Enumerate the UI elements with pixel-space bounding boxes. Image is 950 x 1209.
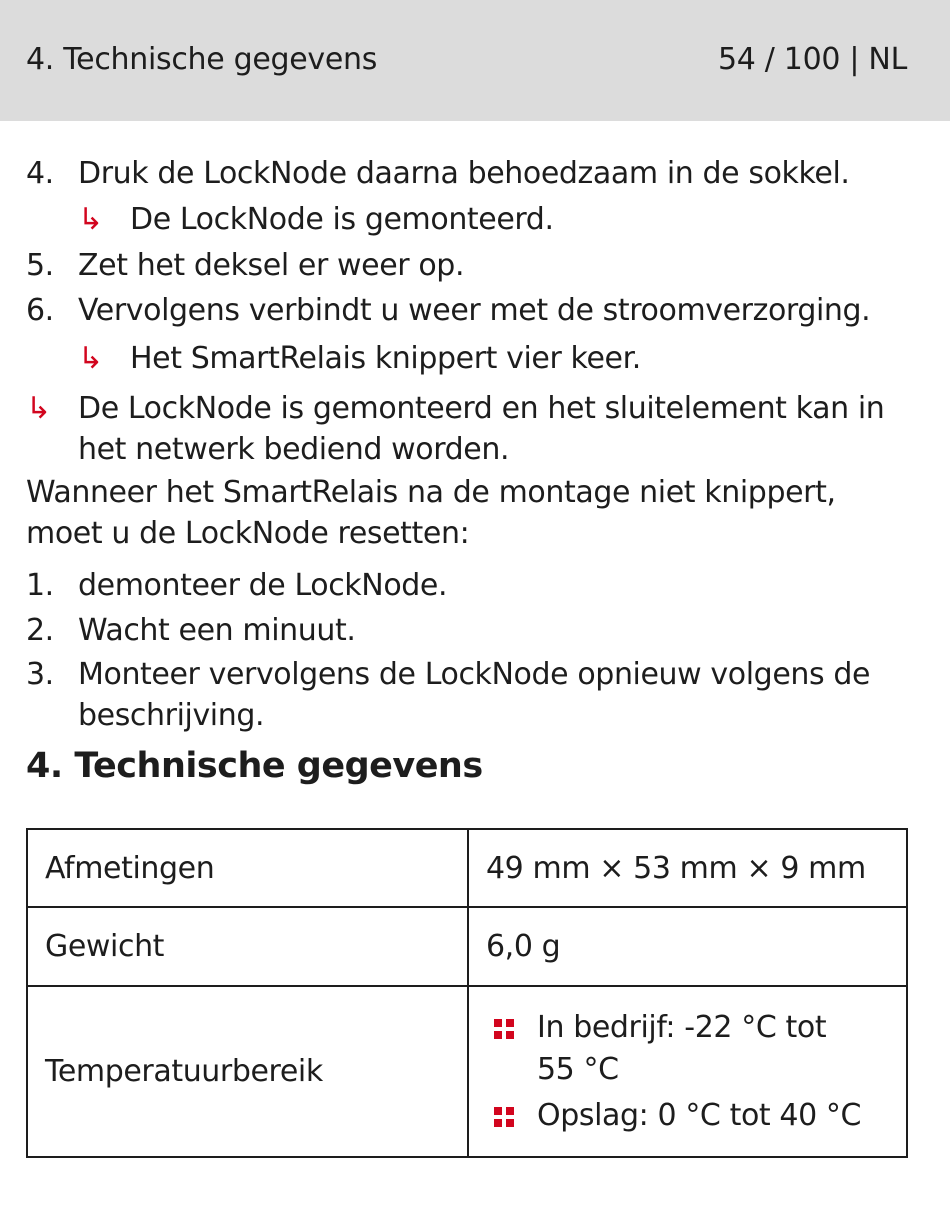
bullet-item [486,1007,889,1091]
bullet-text-continued: 55 °C [537,1051,619,1087]
step-6 [26,290,926,338]
square-bullet-icon [494,1107,514,1127]
step-number: 5. [26,248,54,283]
reset-step-1 [26,565,926,610]
result-text: De LockNode is gemonteerd. [130,202,554,237]
step-number: 1. [26,568,54,603]
step-text: Monteer vervolgens de LockNode opnieuw volgens de [78,657,871,692]
header-section-title: 4. Technische gegevens [26,42,378,77]
square-bullet-icon [494,1019,514,1039]
final-result [26,388,926,472]
step-number: 2. [26,613,54,648]
bullet-text: In bedrijf: -22 °C tot [537,1009,827,1045]
note-line2: moet u de LockNode resetten: [26,516,470,551]
result-arrow-icon: ↳ [78,202,103,237]
step-4-result [26,199,926,245]
step-5 [26,245,926,290]
technical-data-table [26,828,908,1158]
bullet-text: Opslag: 0 °C tot 40 °C [537,1097,862,1133]
table-cell-value: 49 mm × 53 mm × 9 mm [468,829,907,907]
result-text: Het SmartRelais knippert vier keer. [130,341,641,376]
result-arrow-icon: ↳ [78,341,103,376]
note-line1: Wanneer het SmartRelais na de montage niet knippert, [26,475,836,510]
reset-step-2 [26,610,926,654]
step-text: Vervolgens verbindt u weer met de stroomverzorging. [78,293,871,328]
table-cell-value [468,986,907,1157]
final-result-line2: het netwerk bediend worden. [78,432,510,467]
bullet-item [486,1095,889,1137]
step-text: demonteer de LockNode. [78,568,448,603]
step-6-result [26,338,926,388]
step-text-continued: beschrijving. [78,698,265,733]
table-cell-value: 6,0 g [468,907,907,986]
header-page-number: 54 / 100 | NL [717,42,907,77]
page-header [0,0,950,121]
step-number: 3. [26,657,54,692]
section-heading: 4. Technische gegevens [26,746,483,786]
step-text: Zet het deksel er weer op. [78,248,465,283]
table-row [27,986,907,1157]
table-cell-label: Gewicht [27,907,468,986]
table-cell-label: Temperatuurbereik [27,986,468,1157]
table-row [27,829,907,907]
step-text: Wacht een minuut. [78,613,356,648]
main-content [26,153,926,788]
step-number: 6. [26,293,54,328]
reset-note [26,472,926,565]
result-arrow-icon: ↳ [26,391,51,426]
final-result-line1: De LockNode is gemonteerd en het sluitelement kan in [78,391,885,426]
step-4 [26,153,926,199]
table-row [27,907,907,986]
reset-step-3 [26,654,926,744]
step-number: 4. [26,156,54,191]
table-cell-label: Afmetingen [27,829,468,907]
step-text: Druk de LockNode daarna behoedzaam in de sokkel. [78,156,850,191]
